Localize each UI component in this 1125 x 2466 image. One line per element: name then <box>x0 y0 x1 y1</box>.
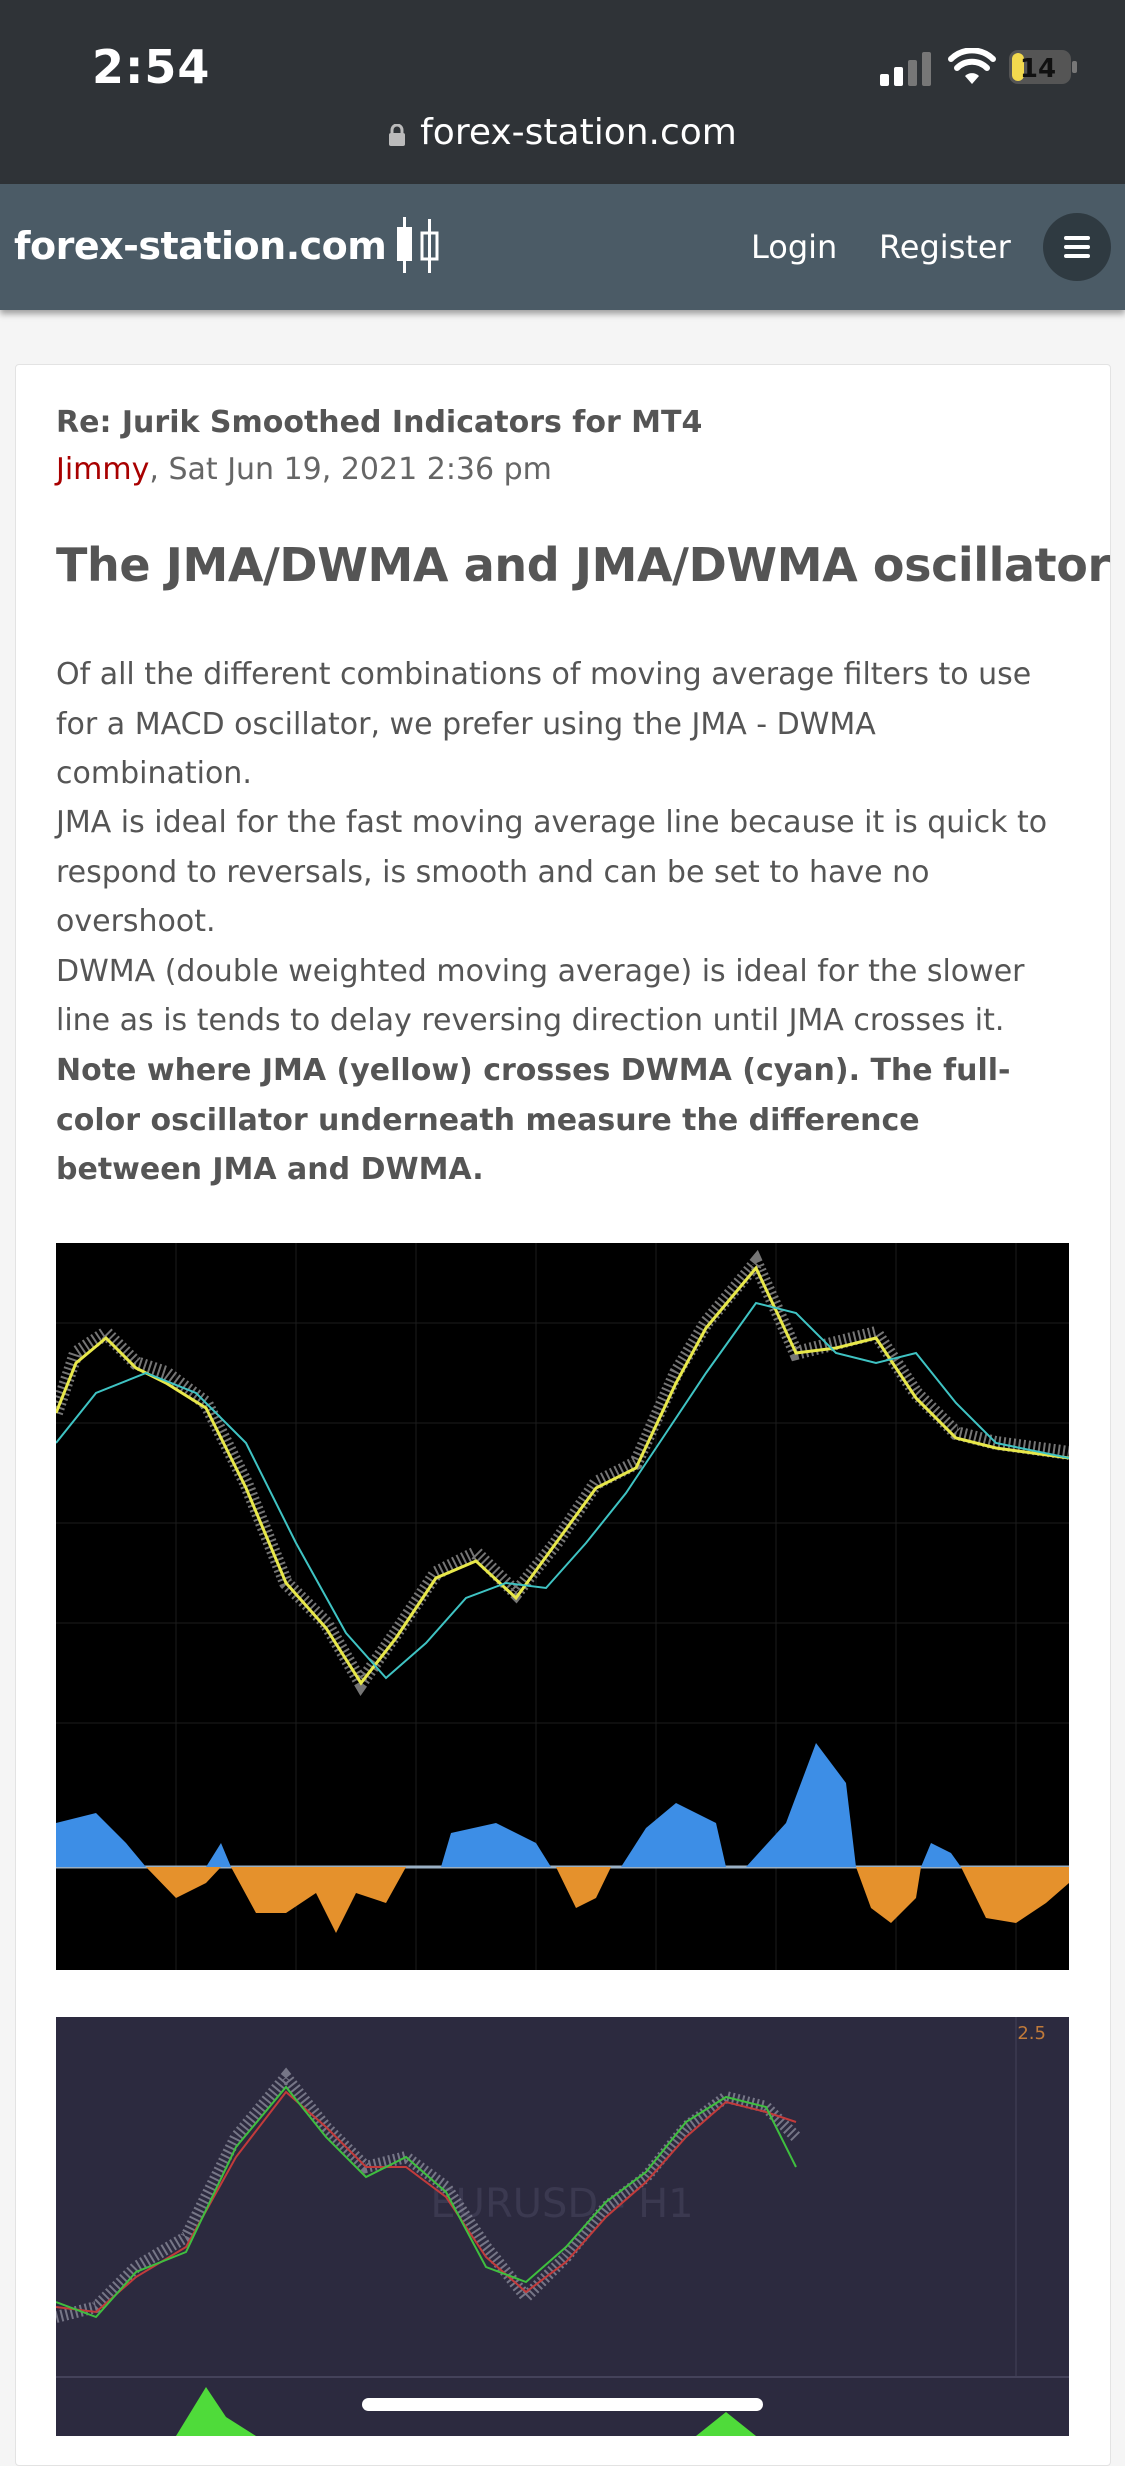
paragraph-jma: JMA is ideal for the fast moving average line because it is quick to respond to reversals, is smooth and can be set to have no overshoot. <box>56 805 1048 939</box>
status-time: 2:54 <box>92 40 211 94</box>
paragraph-dwma: DWMA (double weighted moving average) is ideal for the slower line as is tends to delay reversing direction until JMA crosses it. <box>56 953 1025 1038</box>
cellular-signal-icon <box>880 52 936 86</box>
post-heading: The JMA/DWMA and JMA/DWMA oscillator <box>56 538 1110 592</box>
site-header <box>0 184 1125 310</box>
chart-watermark: EURUSD - H1 <box>430 2181 694 2227</box>
url-text: forex-station.com <box>420 112 737 153</box>
post-subject[interactable]: Re: Jurik Smoothed Indicators for MT4 <box>56 405 703 440</box>
post-author[interactable]: Jimmy <box>56 452 150 487</box>
hamburger-icon <box>1064 236 1090 240</box>
eurusd-chart-svg <box>56 2017 1069 2436</box>
paragraph-explanation <box>56 798 1076 1046</box>
login-link[interactable]: Login <box>751 228 838 266</box>
home-indicator <box>362 2398 763 2411</box>
eurusd-chart-image[interactable] <box>56 2017 1069 2436</box>
battery-icon <box>1008 48 1078 86</box>
browser-chrome <box>0 0 1125 184</box>
battery-level: 14 <box>1019 54 1057 84</box>
menu-button[interactable] <box>1043 213 1111 281</box>
paragraph-note: Note where JMA (yellow) crosses DWMA (cyan). The full-color oscillator underneath measure the difference between JMA and DWMA. <box>56 1053 1011 1187</box>
post-meta <box>56 452 552 487</box>
chart-value-label: 2.5 <box>1017 2023 1046 2044</box>
jma-dwma-chart-image[interactable] <box>56 1243 1069 1970</box>
logo-text: forex-station.com <box>14 224 387 268</box>
register-link[interactable]: Register <box>879 228 1011 266</box>
post-date: , Sat Jun 19, 2021 2:36 pm <box>149 452 552 487</box>
address-bar[interactable] <box>0 112 1125 153</box>
wifi-icon <box>948 48 996 86</box>
candlestick-logo-icon <box>394 217 442 275</box>
lock-icon <box>388 124 406 146</box>
paragraph-intro: Of all the different combinations of moving average filters to use for a MACD oscillator, we prefer using the JMA - DWMA combination. <box>56 657 1032 791</box>
site-logo[interactable] <box>14 216 442 276</box>
jma-dwma-chart-svg <box>56 1243 1069 1970</box>
